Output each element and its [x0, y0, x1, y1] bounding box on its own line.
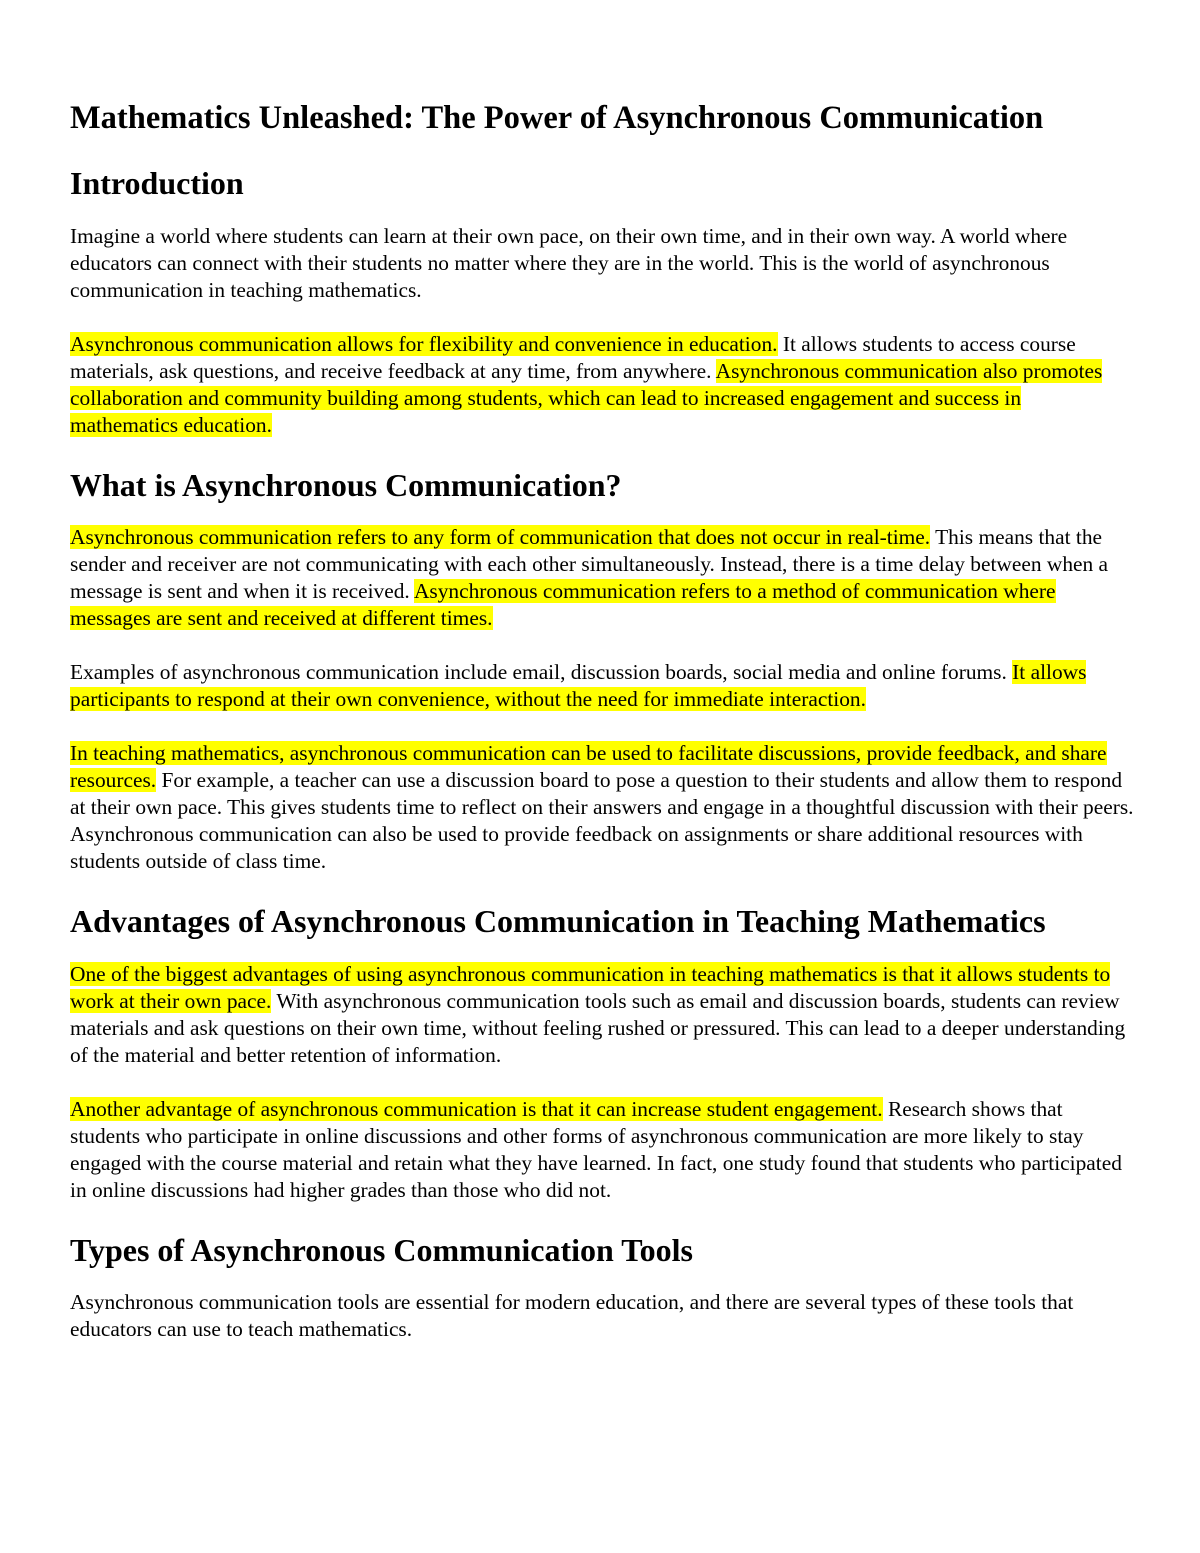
paragraph [70, 331, 1134, 439]
paragraph [70, 1096, 1134, 1204]
body-text: Asynchronous communication tools are essential for modern education, and there are several types of these tools that educators can use to teach mathematics. [70, 1290, 1074, 1341]
paragraph [70, 223, 1134, 304]
paragraph [70, 961, 1134, 1069]
body-text: With asynchronous communication tools such as email and discussion boards, students can review materials and ask questions on their own time, without feeling rushed or pressured. This can lead to a deeper understanding of the material and better retention of information. [70, 988, 1126, 1067]
section-heading: What is Asynchronous Communication? [70, 466, 622, 503]
highlighted-text: Asynchronous communication also promotes collaboration and community building among students, which can lead to increased engagement and success in mathematics education. [70, 358, 1103, 437]
section-heading: Advantages of Asynchronous Communication in Teaching Mathematics [70, 903, 1046, 939]
highlighted-text: Asynchronous communication refers to any form of communication that does not occur in real-time. [70, 525, 931, 549]
highlighted-text: It allows participants to respond at their own convenience, without the need for immediate interaction. [70, 660, 1087, 711]
body-text: It allows students to access course materials, ask questions, and receive feedback at any time, from anywhere. [70, 331, 1076, 383]
body-text: Imagine a world where students can learn at their own pace, on their own time, and in their own way. A world where educators can connect with their students no matter where they are in the world. This is the world of asynchronous communication in teaching mathematics. [70, 223, 1068, 302]
body-text: Research shows that students who participate in online discussions and other forms of asynchronous communication are more likely to stay engaged with the course material and retain what they have learned. In fact, one study found that students who participated in online discussions had higher grades than those who did not. [70, 1096, 1122, 1202]
paragraph [70, 1289, 1134, 1343]
highlighted-text: Asynchronous communication refers to a method of communication where messages are sent and received at different times. [70, 579, 1056, 630]
body-text: Examples of asynchronous communication include email, discussion boards, social media and online forums. [70, 660, 1013, 684]
section-1 [70, 164, 1134, 439]
highlighted-text: One of the biggest advantages of using asynchronous communication in teaching mathematics is that it allows students to work at their own pace. [70, 961, 1111, 1013]
section-4 [70, 1231, 1134, 1344]
body-text: For example, a teacher can use a discussion board to pose a question to their students and allow them to respond at their own pace. This gives students time to reflect on their answers and engage in a thoughtful discussion with their peers. Asynchronous communication can also be used to provide feedback on assignments or share additional resources with students outside of class time. [70, 768, 1134, 873]
document-body [70, 96, 1134, 1370]
document-sections [70, 164, 1134, 1343]
highlighted-text: Asynchronous communication allows for flexibility and convenience in education. [70, 331, 778, 356]
paragraph [70, 524, 1134, 632]
highlighted-text: Another advantage of asynchronous communication is that it can increase student engagement. [70, 1096, 883, 1121]
paragraph [70, 740, 1134, 875]
section-heading: Introduction [70, 165, 244, 201]
paragraph [70, 659, 1134, 713]
section-2 [70, 466, 1134, 876]
section-3 [70, 902, 1134, 1204]
highlighted-text: In teaching mathematics, asynchronous communication can be used to facilitate discussions, provide feedback, and share resources. [70, 741, 1107, 792]
document-title: Mathematics Unleashed: The Power of Asynchronous Communication [70, 100, 1044, 136]
section-heading: Types of Asynchronous Communication Tools [70, 1231, 693, 1268]
body-text: This means that the sender and receiver are not communicating with each other simultaneously. Instead, there is a time delay between when a message is sent and when it is received. [70, 525, 1109, 603]
